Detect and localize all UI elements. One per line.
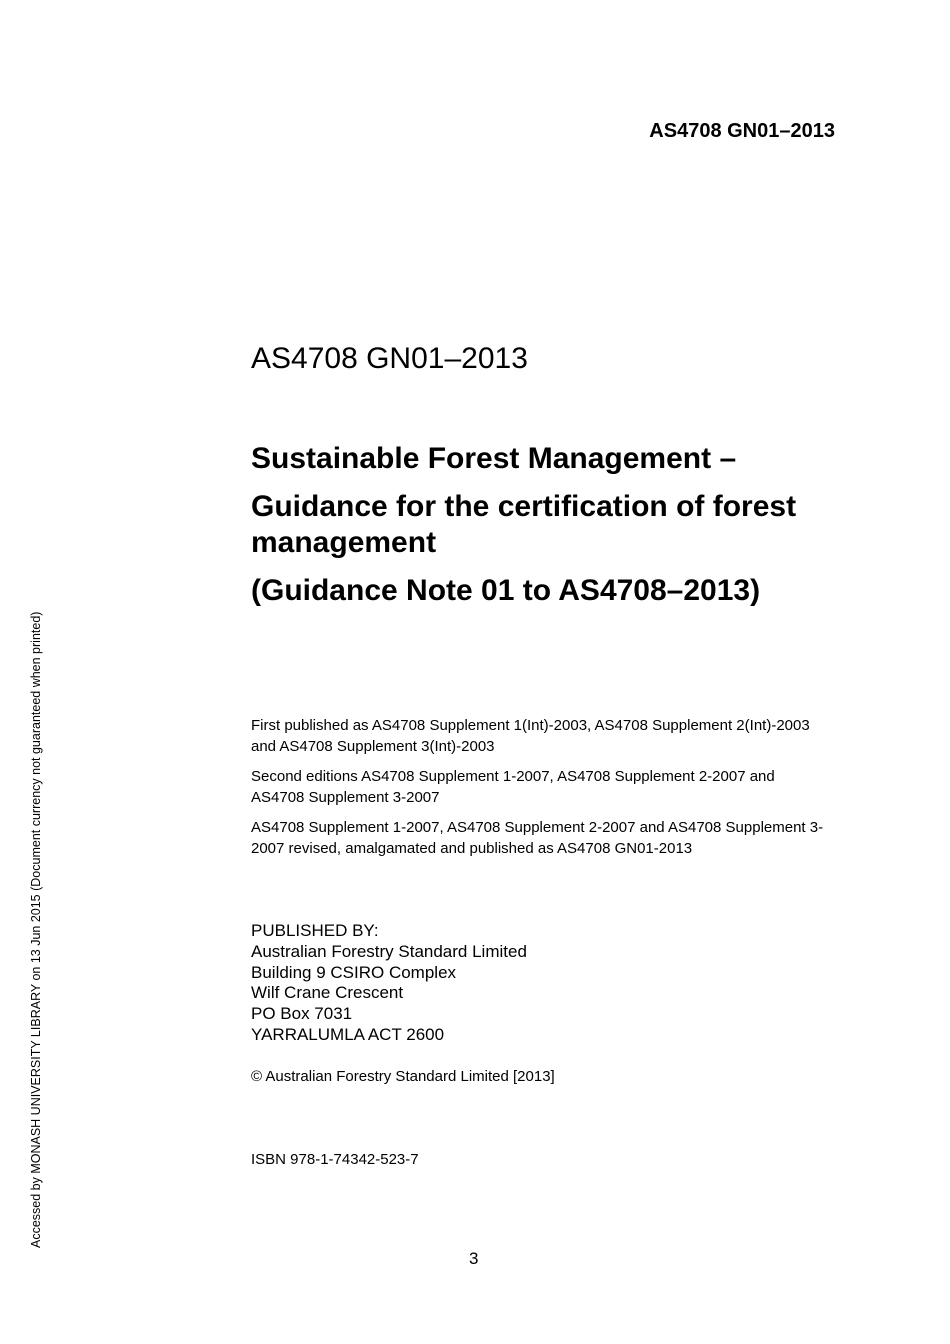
publisher-address-line: Wilf Crane Crescent <box>251 983 404 1003</box>
publisher-address-line: PO Box 7031 <box>251 1004 353 1024</box>
publisher-block <box>251 921 527 1046</box>
history-entry: AS4708 Supplement 1-2007, AS4708 Supplement 2-2007 and AS4708 Supplement 3-2007 revised, amalgamated and published as AS4708 GN01-2013 <box>251 819 824 857</box>
access-watermark: Accessed by MONASH UNIVERSITY LIBRARY on 13 Jun 2015 (Document currency not guaranteed when printed) <box>29 611 43 1248</box>
title-line-3: (Guidance Note 01 to AS4708–2013) <box>251 574 761 607</box>
title-line-2: Guidance for the certification of forest management <box>251 490 797 559</box>
title-line-1: Sustainable Forest Management – <box>251 442 737 475</box>
publisher-heading: PUBLISHED BY: <box>251 921 379 940</box>
isbn: ISBN 978-1-74342-523-7 <box>251 1151 419 1168</box>
publication-history <box>251 716 831 869</box>
history-entry: Second editions AS4708 Supplement 1-2007, AS4708 Supplement 2-2007 and AS4708 Supplement 3-2007 <box>251 768 775 806</box>
publisher-address-line: Building 9 CSIRO Complex <box>251 962 457 982</box>
publisher-address-line: YARRALUMLA ACT 2600 <box>251 1024 445 1044</box>
document-code: AS4708 GN01–2013 <box>251 342 528 375</box>
header-document-code: AS4708 GN01–2013 <box>649 120 835 142</box>
page-number: 3 <box>469 1249 479 1268</box>
publisher-name: Australian Forestry Standard Limited <box>251 941 527 961</box>
history-entry: First published as AS4708 Supplement 1(Int)-2003, AS4708 Supplement 2(Int)-2003 and AS4708 Supplement 3(Int)-2003 <box>251 717 810 755</box>
copyright-notice: © Australian Forestry Standard Limited [2013] <box>251 1068 555 1085</box>
document-title <box>251 441 851 609</box>
